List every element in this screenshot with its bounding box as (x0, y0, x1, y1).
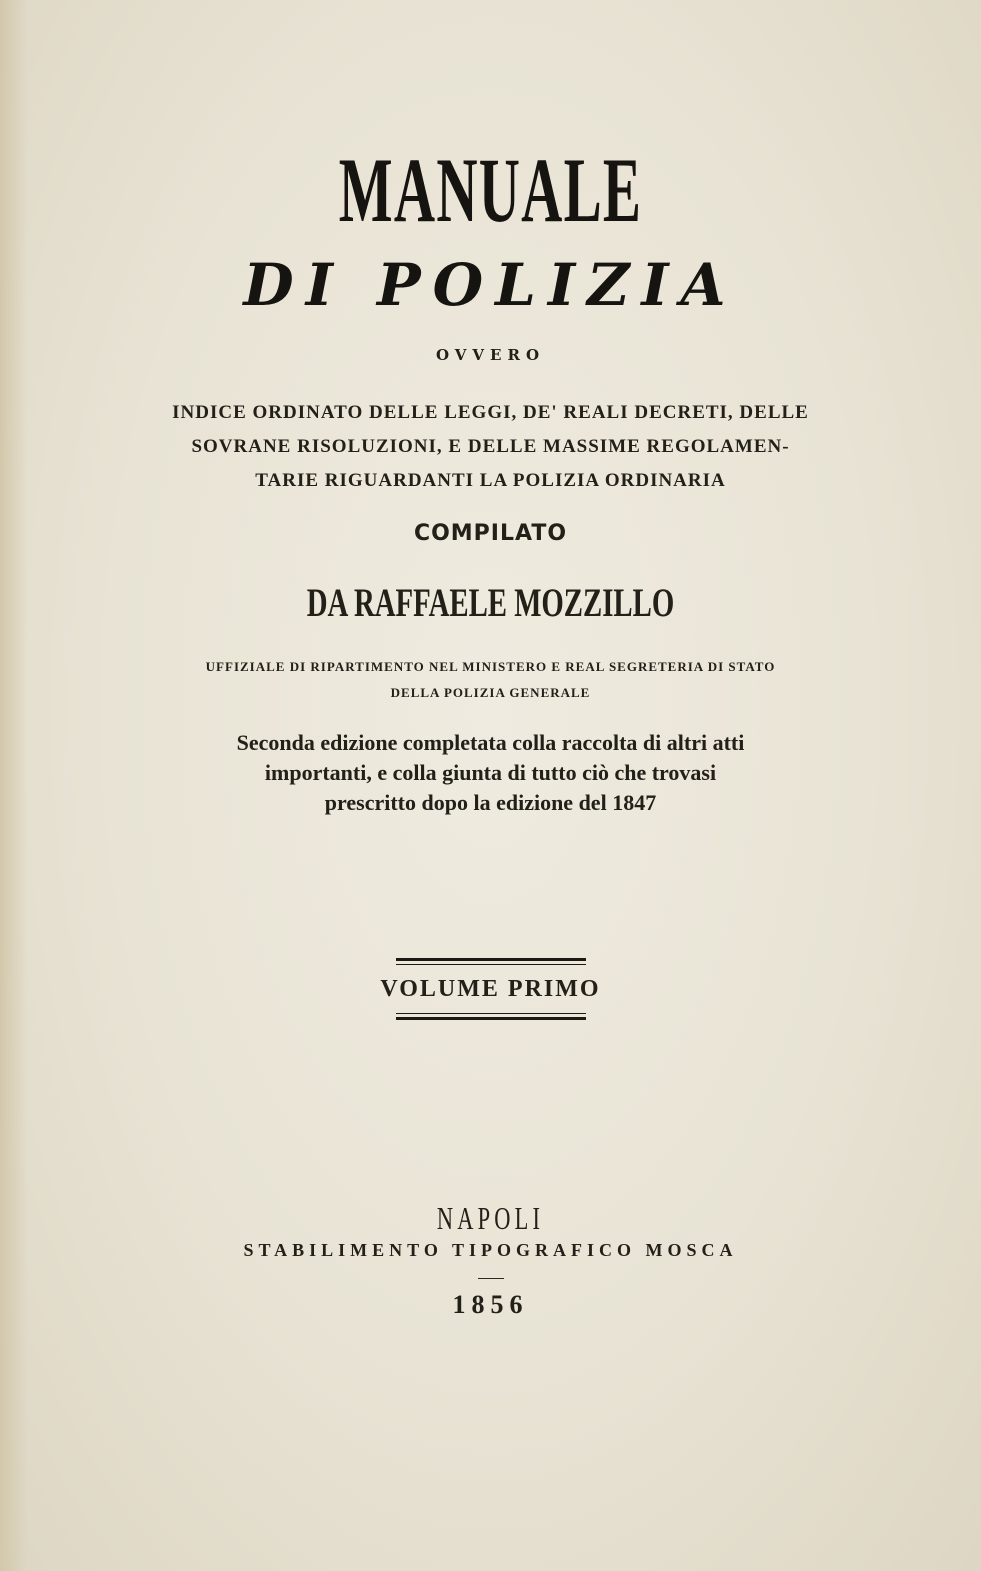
office-line-1: UFFIZIALE DI RIPARTIMENTO NEL MINISTERO E REAL SEGRETERIA DI STATO (205, 659, 776, 674)
compilato-label: COMPILATO (413, 521, 568, 546)
ovvero-label: OVVERO (435, 346, 546, 364)
imprint-printer: STABILIMENTO TIPOGRAFICO MOSCA (243, 1240, 738, 1260)
description-line-2: SOVRANE RISOLUZIONI, E DELLE MASSIME REGOLAMEN- (191, 436, 790, 457)
edition-line-2: importanti, e colla giunta di tutto ciò che trovasi (264, 760, 717, 785)
description-line-1: INDICE ORDINATO DELLE LEGGI, DE' REALI DECRETI, DELLE (172, 402, 809, 423)
author-name: DA RAFFAELE MOZZILLO (306, 580, 675, 625)
author-office (0, 654, 981, 706)
edition-line-3: prescritto dopo la edizione del 1847 (324, 790, 657, 815)
imprint-divider (478, 1278, 504, 1279)
imprint-place: NAPOLI (436, 1200, 545, 1236)
volume-rule-bottom (396, 1017, 586, 1020)
title-line-1: MANUALE (338, 139, 643, 241)
subtitle-description (0, 396, 981, 498)
volume-rule-top (396, 958, 586, 961)
edition-line-1: Seconda edizione completata colla raccolta di altri atti (236, 730, 745, 755)
edition-note (0, 728, 981, 818)
volume-label: VOLUME PRIMO (380, 976, 601, 1002)
volume-rule-bottom-thin (396, 1013, 586, 1014)
office-line-2: DELLA POLIZIA GENERALE (390, 685, 591, 700)
title-line-2: DI POLIZIA (243, 251, 738, 319)
volume-rule-top-thin (396, 964, 586, 965)
description-line-3: TARIE RIGUARDANTI LA POLIZIA ORDINARIA (255, 470, 726, 491)
imprint-year: 1856 (452, 1290, 529, 1319)
